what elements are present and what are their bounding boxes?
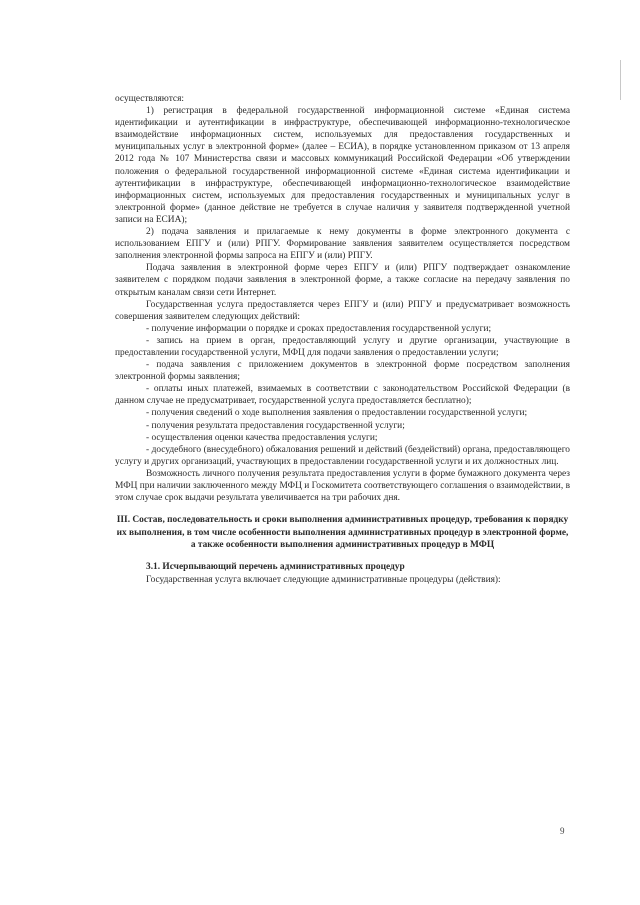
document-body (115, 93, 570, 586)
subsection-heading: 3.1. Исчерпывающий перечень административных процедур (146, 562, 405, 573)
paragraph-mfc-result: Возможность личного получения результата предоставления услуги в форме бумажного документа через МФЦ при наличии заключенного между МФЦ и Госкомитета соответствующего соглашения о взаимодействии, в этом случае срок выдачи результата увеличивается на три рабочих дня. (115, 468, 570, 504)
section-heading: III. Состав, последовательность и сроки выполнения административных процедур, требования к порядку их выполнения, в том числе особенности выполнения административных процедур в электронной форме, а также особенности выполнения административных процедур в МФЦ (116, 515, 569, 550)
list-item-status: - получения сведений о ходе выполнения заявления о предоставлении государственной услуги; (146, 408, 528, 419)
page-number: 9 (560, 826, 565, 836)
list-item-result: - получения результата предоставления государственной услуги; (146, 420, 405, 431)
paragraph-continuation: осуществляются: (115, 94, 184, 104)
list-item-appeal: - досудебного (внесудебного) обжалования решений и действий (бездействий) органа, предоставляющего услугу и других организаций, участвующих в предоставлении государственной услуги и их должностных лиц. (115, 444, 570, 467)
paragraph-esia-registration: 1) регистрация в федеральной государственной информационной системе «Единая система идентификации и аутентификации в инфраструктуре, обеспечивающей информационно-технологическое взаимодействие информационных систем, используемых для предоставления государственных и муниципальных услуг в электронной форме» (далее – ЕСИА), в порядке установленном приказом от 13 апреля 2012 года № 107 Министерства связи и массовых коммуникаций Российской Федерации «Об утверждении положения о федеральной государственной информационной системе «Единая система идентификации и аутентификации в инфраструктуре, обеспечивающей информационно-технологическое взаимодействие информационных систем, используемых для предоставления государственных и муниципальных услуг в электронной форме» (данное действие не требуется в случае наличия у заявителя подтвержденной учетной записи на ЕСИА); (115, 106, 570, 225)
subsection-text: Государственная услуга включает следующие административные процедуры (действия): (146, 574, 501, 585)
paragraph-electronic-form-consent: Подача заявления в электронной форме через ЕПГУ и (или) РПГУ подтверждает ознакомление заявителем с порядком подачи заявления в электронной форме, а также согласие на передачу заявления по открытым каналам связи сети Интернет. (115, 263, 570, 298)
paragraph-application-submission: 2) подача заявления и прилагаемые к нему документы в форме электронного документа с использованием ЕПГУ и (или) РПГУ. Формирование заявления заявителем осуществляется посредством заполнения электронной формы запроса на ЕПГУ и (или) РПГУ. (115, 227, 570, 262)
list-item-information: - получение информации о порядке и сроках предоставления государственной услуги; (146, 323, 492, 334)
list-item-payments: - оплаты иных платежей, взимаемых в соответствии с законодательством Российской Федерации (в данном случае не предусматривает, государственной услуга предоставляется бесплатно); (115, 384, 570, 407)
list-item-appointment: - запись на прием в орган, предоставляющий услугу и другие организации, участвующие в предоставлении государственной услуги, МФЦ для подачи заявления о предоставлении услуги; (115, 335, 570, 358)
list-item-quality: - осуществления оценки качества предоставления услуги; (146, 432, 378, 443)
paragraph-service-actions-intro: Государственная услуга предоставляется через ЕПГУ и (или) РПГУ и предусматривает возможность совершения заявителем следующих действий: (115, 299, 570, 322)
list-item-submission: - подача заявления с приложением документов в электронной форме посредством заполнения электронной формы заявления; (115, 360, 570, 383)
scan-edge-mark (620, 60, 621, 100)
